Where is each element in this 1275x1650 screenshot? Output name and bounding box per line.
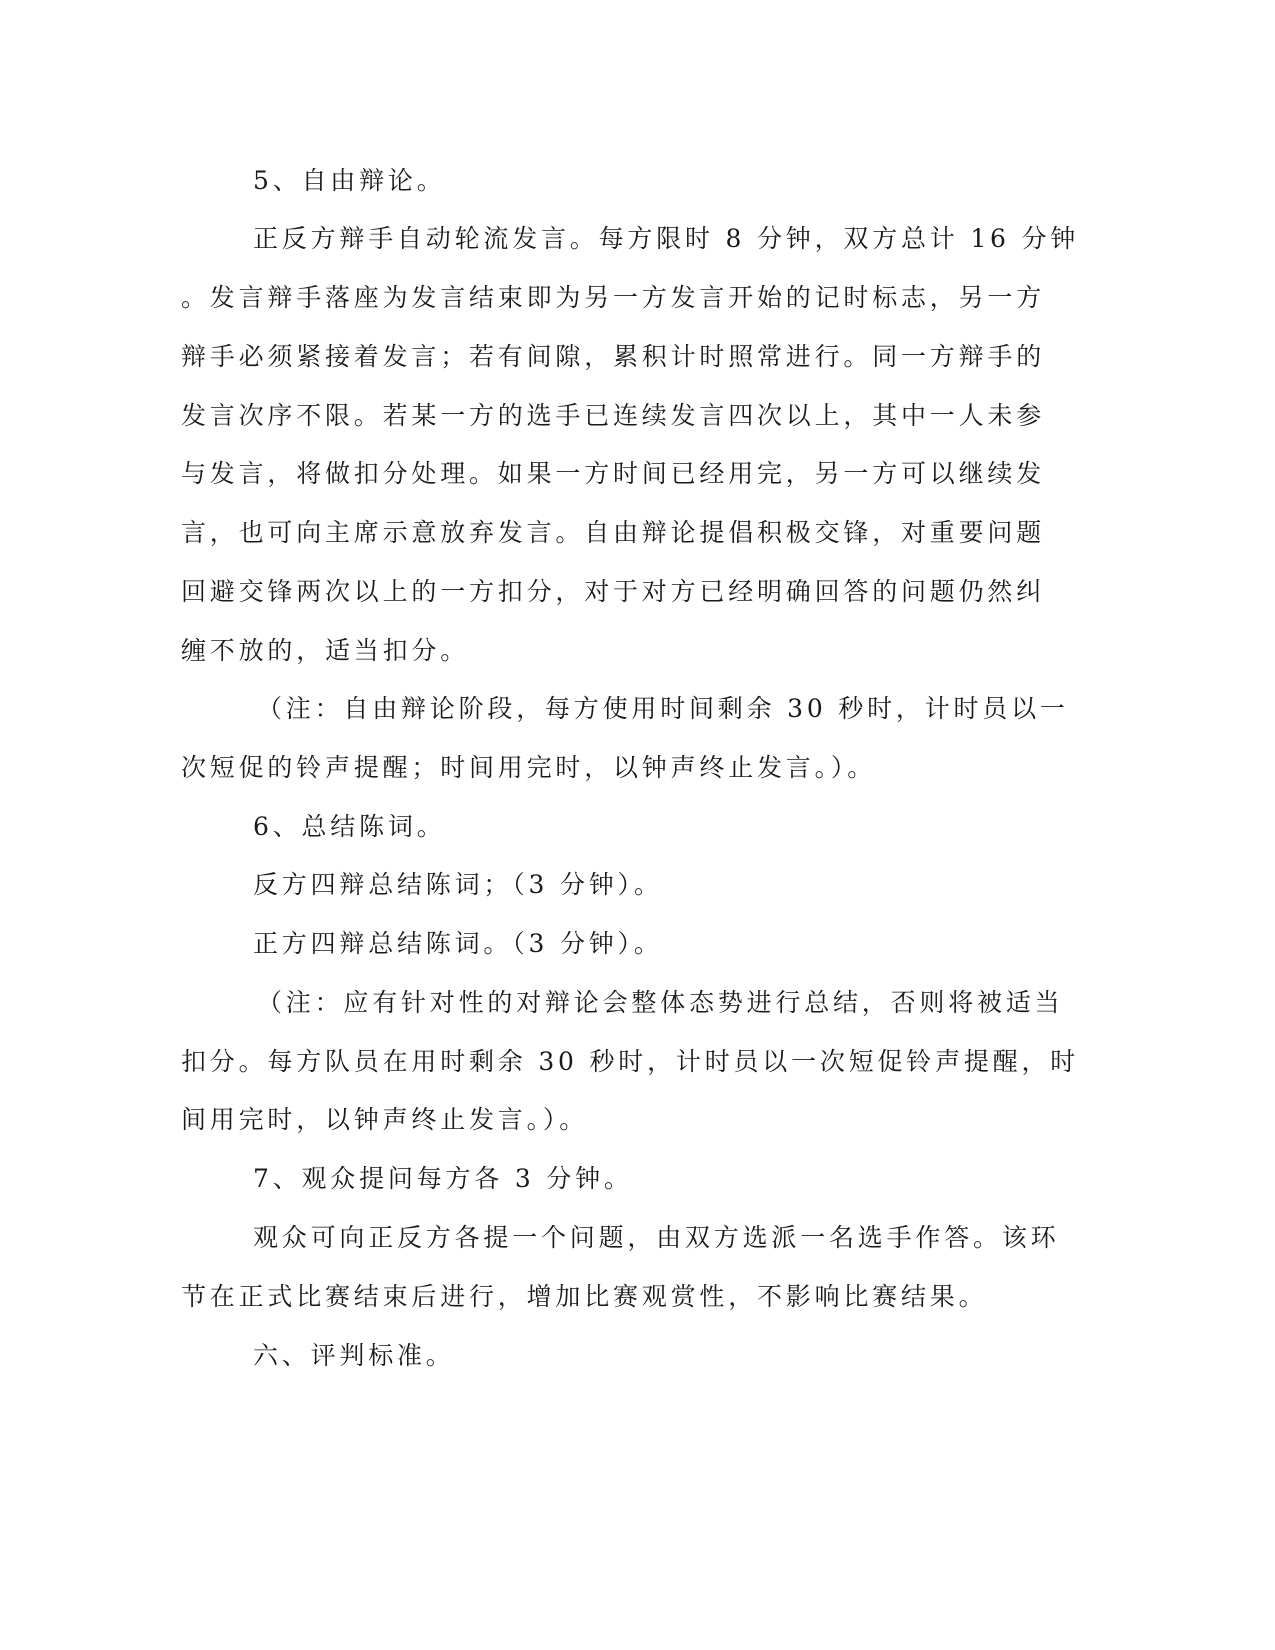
paragraph-line: 正方四辩总结陈词。（3 分钟）。 (253, 929, 663, 958)
paragraph-line: 反方四辩总结陈词；（3 分钟）。 (253, 870, 663, 899)
paragraph-line: 回避交锋两次以上的一方扣分，对于对方已经明确回答的问题仍然纠 (181, 577, 1046, 606)
paragraph-line: 缠不放的，适当扣分。 (181, 636, 470, 665)
paragraph-line: 正反方辩手自动轮流发言。每方限时 8 分钟，双方总计 16 分钟 (253, 224, 1080, 253)
note-line: （注：应有针对性的对辩论会整体态势进行总结，否则将被适当 (257, 988, 1064, 1017)
paragraph-line: 发言次序不限。若某一方的选手已连续发言四次以上，其中一人未参 (181, 401, 1046, 430)
paragraph-line: 节在正式比赛结束后进行，增加比赛观赏性，不影响比赛结果。 (181, 1282, 988, 1311)
note-line: 间用完时，以钟声终止发言。）。 (181, 1105, 589, 1134)
paragraph-line: 。发言辩手落座为发言结束即为另一方发言开始的记时标志，另一方 (181, 283, 1046, 312)
paragraph-line: 与发言，将做扣分处理。如果一方时间已经用完，另一方可以继续发 (181, 459, 1046, 488)
paragraph-line: 辩手必须紧接着发言；若有间隙，累积计时照常进行。同一方辩手的 (181, 342, 1046, 371)
note-line: 扣分。每方队员在用时剩余 30 秒时，计时员以一次短促铃声提醒，时 (181, 1047, 1080, 1076)
section-heading-summary: 6、总结陈词。 (253, 812, 446, 841)
note-line: （注：自由辩论阶段，每方使用时间剩余 30 秒时，计时员以一 (257, 694, 1069, 723)
note-line: 次短促的铃声提醒；时间用完时，以钟声终止发言。）。 (181, 753, 877, 782)
section-heading-free-debate: 5、自由辩论。 (253, 166, 446, 195)
section-heading-audience-questions: 7、观众提问每方各 3 分钟。 (253, 1164, 633, 1193)
paragraph-line: 观众可向正反方各提一个问题，由双方选派一名选手作答。该环 (253, 1223, 1060, 1252)
paragraph-line: 言，也可向主席示意放弃发言。自由辩论提倡积极交锋，对重要问题 (181, 518, 1046, 547)
section-heading-judging-criteria: 六、评判标准。 (253, 1341, 455, 1370)
